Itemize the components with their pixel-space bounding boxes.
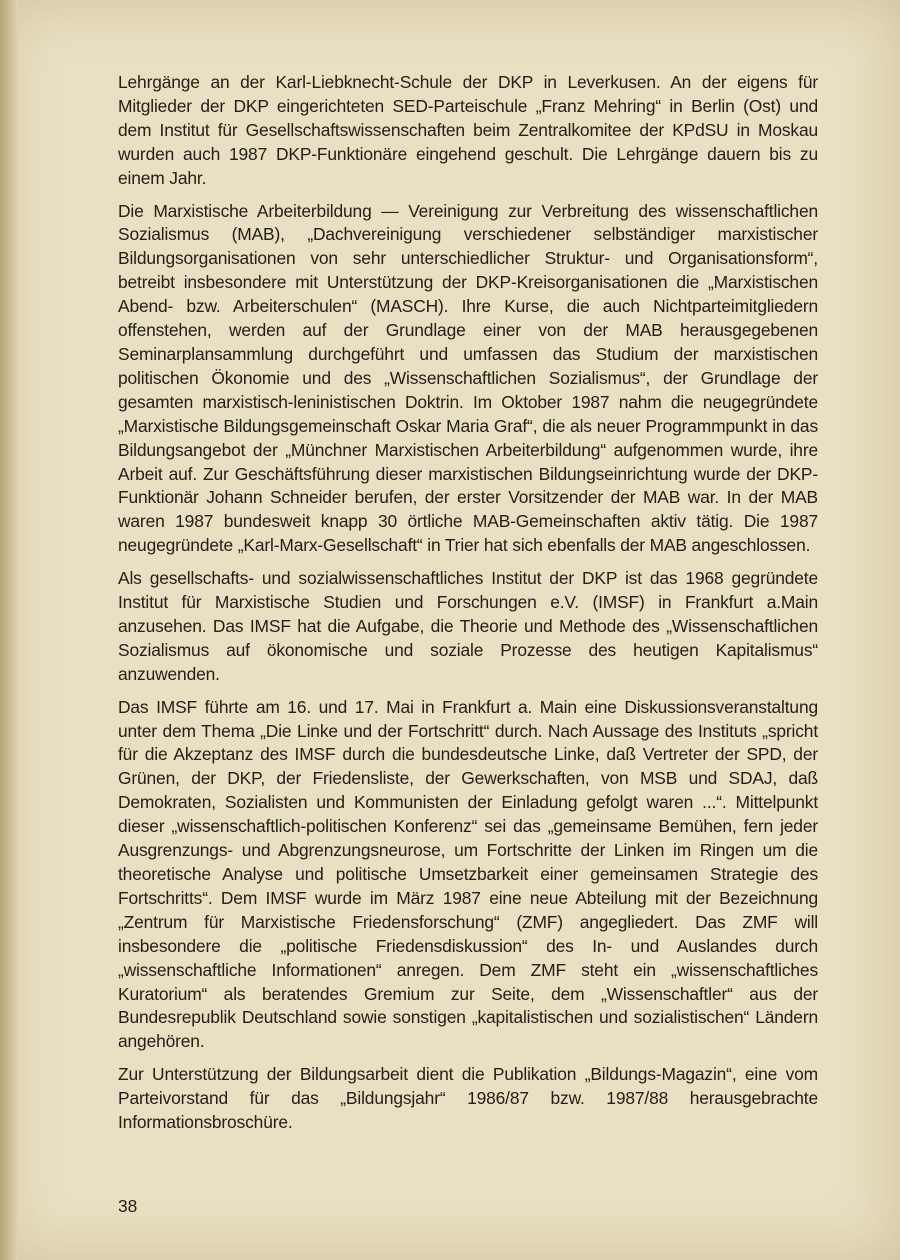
paragraph-2: Die Marxistische Arbeiterbildung — Vereinigung zur Verbreitung des wissenschaftlichen Sozialismus (MAB), „Dachvereinigung verschiedener selbständiger marxistischer Bildungsorganisationen von sehr unterschiedlicher Struktur- und Organisationsform“, betreibt insbesondere mit Unterstützung der DKP-Kreisorganisationen die „Marxistischen Abend- bzw. Arbeiterschulen“ (MASCH). Ihre Kurse, die auch Nichtparteimitgliedern offenstehen, werden auf der Grundlage einer von der MAB herausgegebenen Seminarplansammlung durchgeführt und umfassen das Studium der marxistischen politischen Ökonomie und des „Wissenschaftlichen Sozialismus“, der Grundlage der gesamten marxistisch-leninistischen Doktrin. Im Oktober 1987 nahm die neugegründete „Marxistische Bildungsgemeinschaft Oskar Maria Graf“, die als neuer Programmpunkt in das Bildungsangebot der „Münchner Marxistischen Arbeiterbildung“ aufgenommen wurde, ihre Arbeit auf. Zur Geschäftsführung dieser marxistischen Bildungseinrichtung wurde der DKP-Funktionär Johann Schneider berufen, der erster Vorsitzender der MAB war. In der MAB waren 1987 bundesweit knapp 30 örtliche MAB-Gemeinschaften aktiv tätig. Die 1987 neugegründete „Karl-Marx-Gesellschaft“ in Trier hat sich ebenfalls der MAB angeschlossen. (118, 200, 818, 556)
page-number: 38 (118, 1196, 138, 1216)
paragraph-3: Als gesellschafts- und sozialwissenschaftliches Institut der DKP ist das 1968 gegründete Institut für Marxistische Studien und Forschungen e.V. (IMSF) in Frankfurt a.Main anzusehen. Das IMSF hat die Aufgabe, die Theorie und Methode des „Wissenschaftlichen Sozialismus auf ökonomische und soziale Prozesse des heutigen Kapitalismus“ anzuwenden. (118, 568, 818, 684)
body-text (118, 71, 818, 1144)
paragraph-1: Lehrgänge an der Karl-Liebknecht-Schule der DKP in Leverkusen. An der eigens für Mitglieder der DKP eingerichteten SED-Parteischule „Franz Mehring“ in Berlin (Ost) und dem Institut für Gesellschaftswissenschaften beim Zentralkomitee der KPdSU in Moskau wurden auch 1987 DKP-Funktionäre eingehend geschult. Die Lehrgänge dauern bis zu einem Jahr. (118, 72, 818, 188)
page-binding-edge (0, 0, 18, 1260)
paragraph-4: Das IMSF führte am 16. und 17. Mai in Frankfurt a. Main eine Diskussionsveranstaltung unter dem Thema „Die Linke und der Fortschritt“ durch. Nach Aussage des Instituts „spricht für die Akzeptanz des IMSF durch die bundesdeutsche Linke, daß Vertreter der SPD, der Grünen, der DKP, der Friedensliste, der Gewerkschaften, von MSB und SDAJ, daß Demokraten, Sozialisten und Kommunisten der Einladung gefolgt waren ...“. Mittelpunkt dieser „wissenschaftlich-politischen Konferenz“ sei das „gemeinsame Bemühen, fern jeder Ausgrenzungs- und Abgrenzungsneurose, um Fortschritte der Linken im Ringen um die theoretische Analyse und politische Umsetzbarkeit einer gemeinsamen Strategie des Fortschritts“. Dem IMSF wurde im März 1987 eine neue Abteilung mit der Bezeichnung „Zentrum für Marxistische Friedensforschung“ (ZMF) angegliedert. Das ZMF will insbesondere die „politische Friedensdiskussion“ des In- und Auslandes durch „wissenschaftliche Informationen“ anregen. Dem ZMF steht ein „wissenschaftliches Kuratorium“ als beratendes Gremium zur Seite, dem „Wissenschaftler“ aus der Bundesrepublik Deutschland sowie sonstigen „kapitalistischen und sozialistischen“ Ländern angehören. (118, 696, 818, 1052)
paragraph-5: Zur Unterstützung der Bildungsarbeit dient die Publikation „Bildungs-Magazin“, eine vom Parteivorstand für das „Bildungsjahr“ 1986/87 bzw. 1987/88 herausgebrachte Informationsbroschüre. (118, 1064, 818, 1133)
